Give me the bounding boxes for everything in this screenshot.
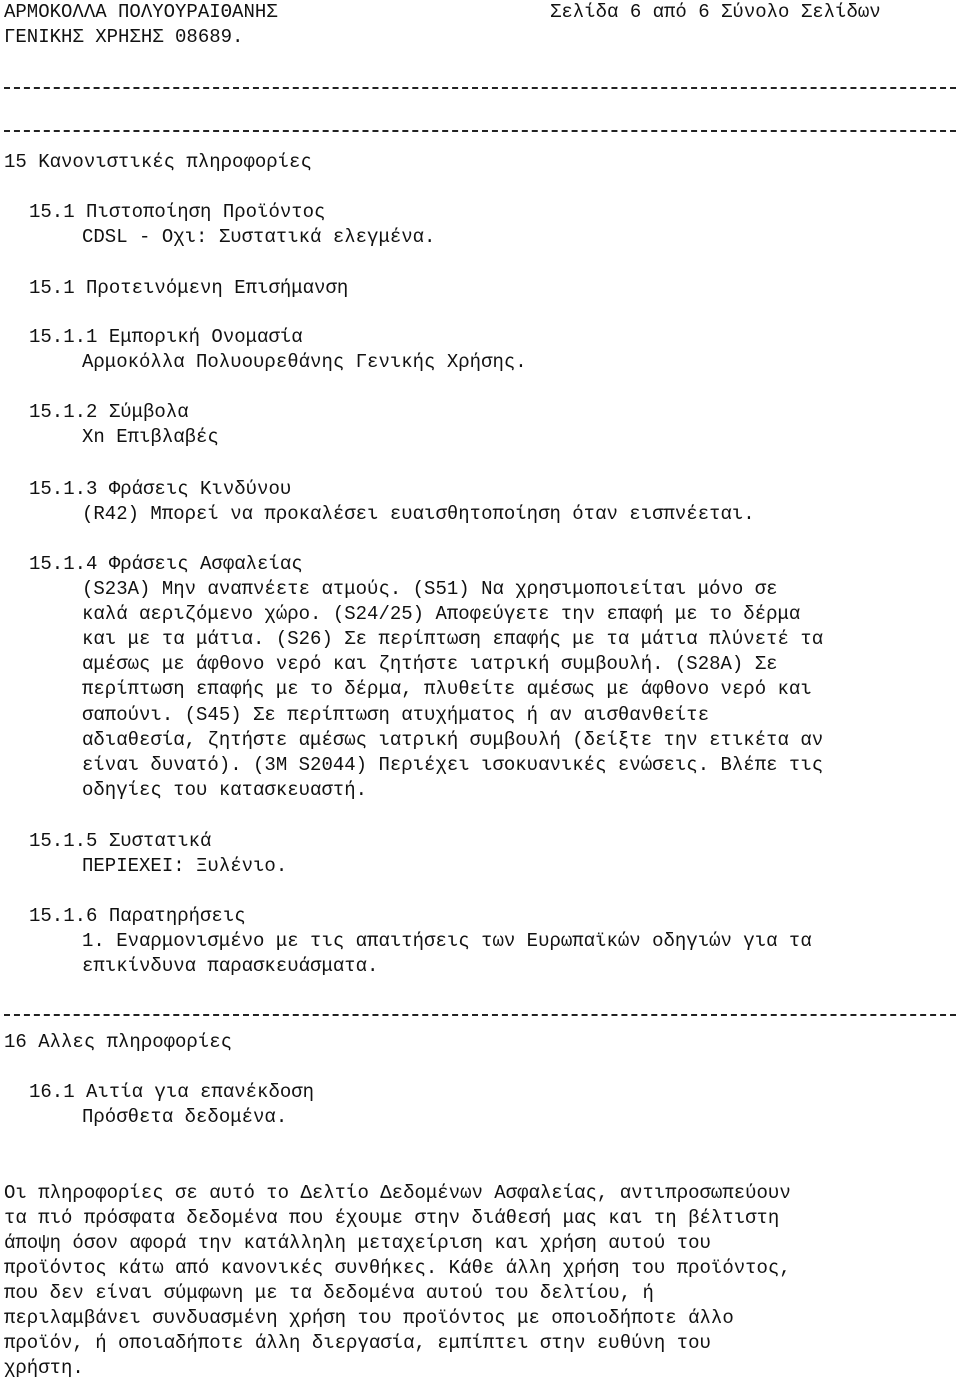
safety-phrases-line: καλά αεριζόμενο χώρο. (S24/25) Αποφεύγετε την επαφή με το δέρμα [82, 603, 801, 625]
ingredients-heading: 15.1.5 Συστατικά [29, 830, 212, 852]
safety-phrases-line: αδιαθεσία, ζητήστε αμέσως ιατρική συμβουλή (δείξτε την ετικέτα αν [82, 729, 824, 751]
document-title-line1: ΑΡΜΟΚΟΛΛΑ ΠΟΛΥΟΥΡΑΙΘΑΝΗΣ [4, 1, 278, 23]
risk-phrases-heading: 15.1.3 Φράσεις Κινδύνου [29, 478, 292, 500]
revision-reason-heading: 16.1 Αιτία για επανέκδοση [29, 1081, 315, 1103]
remarks-line: επικίνδυνα παρασκευάσματα. [82, 955, 379, 977]
separator-rule [4, 1014, 956, 1016]
remarks-heading: 15.1.6 Παρατηρήσεις [29, 905, 246, 927]
disclaimer-line: Οι πληροφορίες σε αυτό το Δελτίο Δεδομένων Ασφαλείας, αντιπροσωπεύουν [4, 1182, 791, 1204]
disclaimer-line: προϊόντος κάτω από κανονικές συνθήκες. Κάθε άλλη χρήση του προϊόντος, [4, 1257, 791, 1279]
ingredients-text: ΠΕΡΙΕΧΕΙ: Ξυλένιο. [82, 855, 288, 877]
safety-phrases-line: (S23A) Μην αναπνέετε ατμούς. (S51) Να χρησιμοποιείται μόνο σε [82, 578, 778, 600]
labelling-heading: 15.1 Προτεινόμενη Επισήμανση [29, 277, 349, 299]
disclaimer-line: τα πιό πρόσφατα δεδομένα που έχουμε στην διάθεσή μας και τη βέλτιστη [4, 1207, 780, 1229]
disclaimer-line: περιλαμβάνει συνδυασμένη χρήση του προϊόντος με οποιοδήποτε άλλο [4, 1307, 734, 1329]
separator-rule [4, 87, 956, 89]
trade-name-text: Αρμοκόλλα Πολυουρεθάνης Γενικής Χρήσης. [82, 351, 527, 373]
risk-phrases-text: (R42) Μπορεί να προκαλέσει ευαισθητοποίηση όταν εισπνέεται. [82, 503, 755, 525]
section-16-heading: 16 Αλλες πληροφορίες [4, 1031, 233, 1053]
safety-phrases-line: και με τα μάτια. (S26) Σε περίπτωση επαφής με τα μάτια πλύνετέ τα [82, 628, 824, 650]
trade-name-heading: 15.1.1 Εμπορική Ονομασία [29, 326, 303, 348]
safety-phrases-line: αμέσως με άφθονο νερό και ζητήστε ιατρική συμβουλή. (S28A) Σε [82, 653, 778, 675]
safety-phrases-line: οδηγίες του κατασκευαστή. [82, 779, 368, 801]
document-title-line2: ΓΕΝΙΚΗΣ ΧΡΗΣΗΣ 08689. [4, 26, 244, 48]
disclaimer-line: που δεν είναι σύμφωνη με τα δεδομένα αυτού του δελτίου, ή [4, 1282, 654, 1304]
disclaimer-line: προϊόν, ή οποιαδήποτε άλλη διεργασία, εμπίπτει στην ευθύνη του [4, 1332, 711, 1354]
symbols-text: Xn Επιβλαβές [82, 426, 219, 448]
safety-phrases-line: σαπούνι. (S45) Σε περίπτωση ατυχήματος ή αν αισθανθείτε [82, 704, 710, 726]
certification-heading: 15.1 Πιστοποίηση Προϊόντος [29, 201, 326, 223]
safety-phrases-line: είναι δυνατό). (3M S2044) Περιέχει ισοκυανικές ενώσεις. Βλέπε τις [82, 754, 824, 776]
revision-reason-text: Πρόσθετα δεδομένα. [82, 1106, 288, 1128]
safety-phrases-line: περίπτωση επαφής με το δέρμα, πλυθείτε αμέσως με άφθονο νερό και [82, 678, 812, 700]
safety-phrases-heading: 15.1.4 Φράσεις Ασφαλείας [29, 553, 303, 575]
disclaimer-line: χρήστη. [4, 1357, 84, 1379]
remarks-line: 1. Εναρμονισμένο με τις απαιτήσεις των Ευρωπαϊκών οδηγιών για τα [82, 930, 812, 952]
section-15-heading: 15 Κανονιστικές πληροφορίες [4, 151, 312, 173]
symbols-heading: 15.1.2 Σύμβολα [29, 401, 189, 423]
disclaimer-line: άποψη όσον αφορά την κατάλληλη μεταχείριση και χρήση αυτού του [4, 1232, 711, 1254]
certification-text: CDSL - Οχι: Συστατικά ελεγμένα. [82, 226, 436, 248]
page-info: Σελίδα 6 από 6 Σύνολο Σελίδων [550, 1, 881, 23]
separator-rule [4, 130, 956, 132]
